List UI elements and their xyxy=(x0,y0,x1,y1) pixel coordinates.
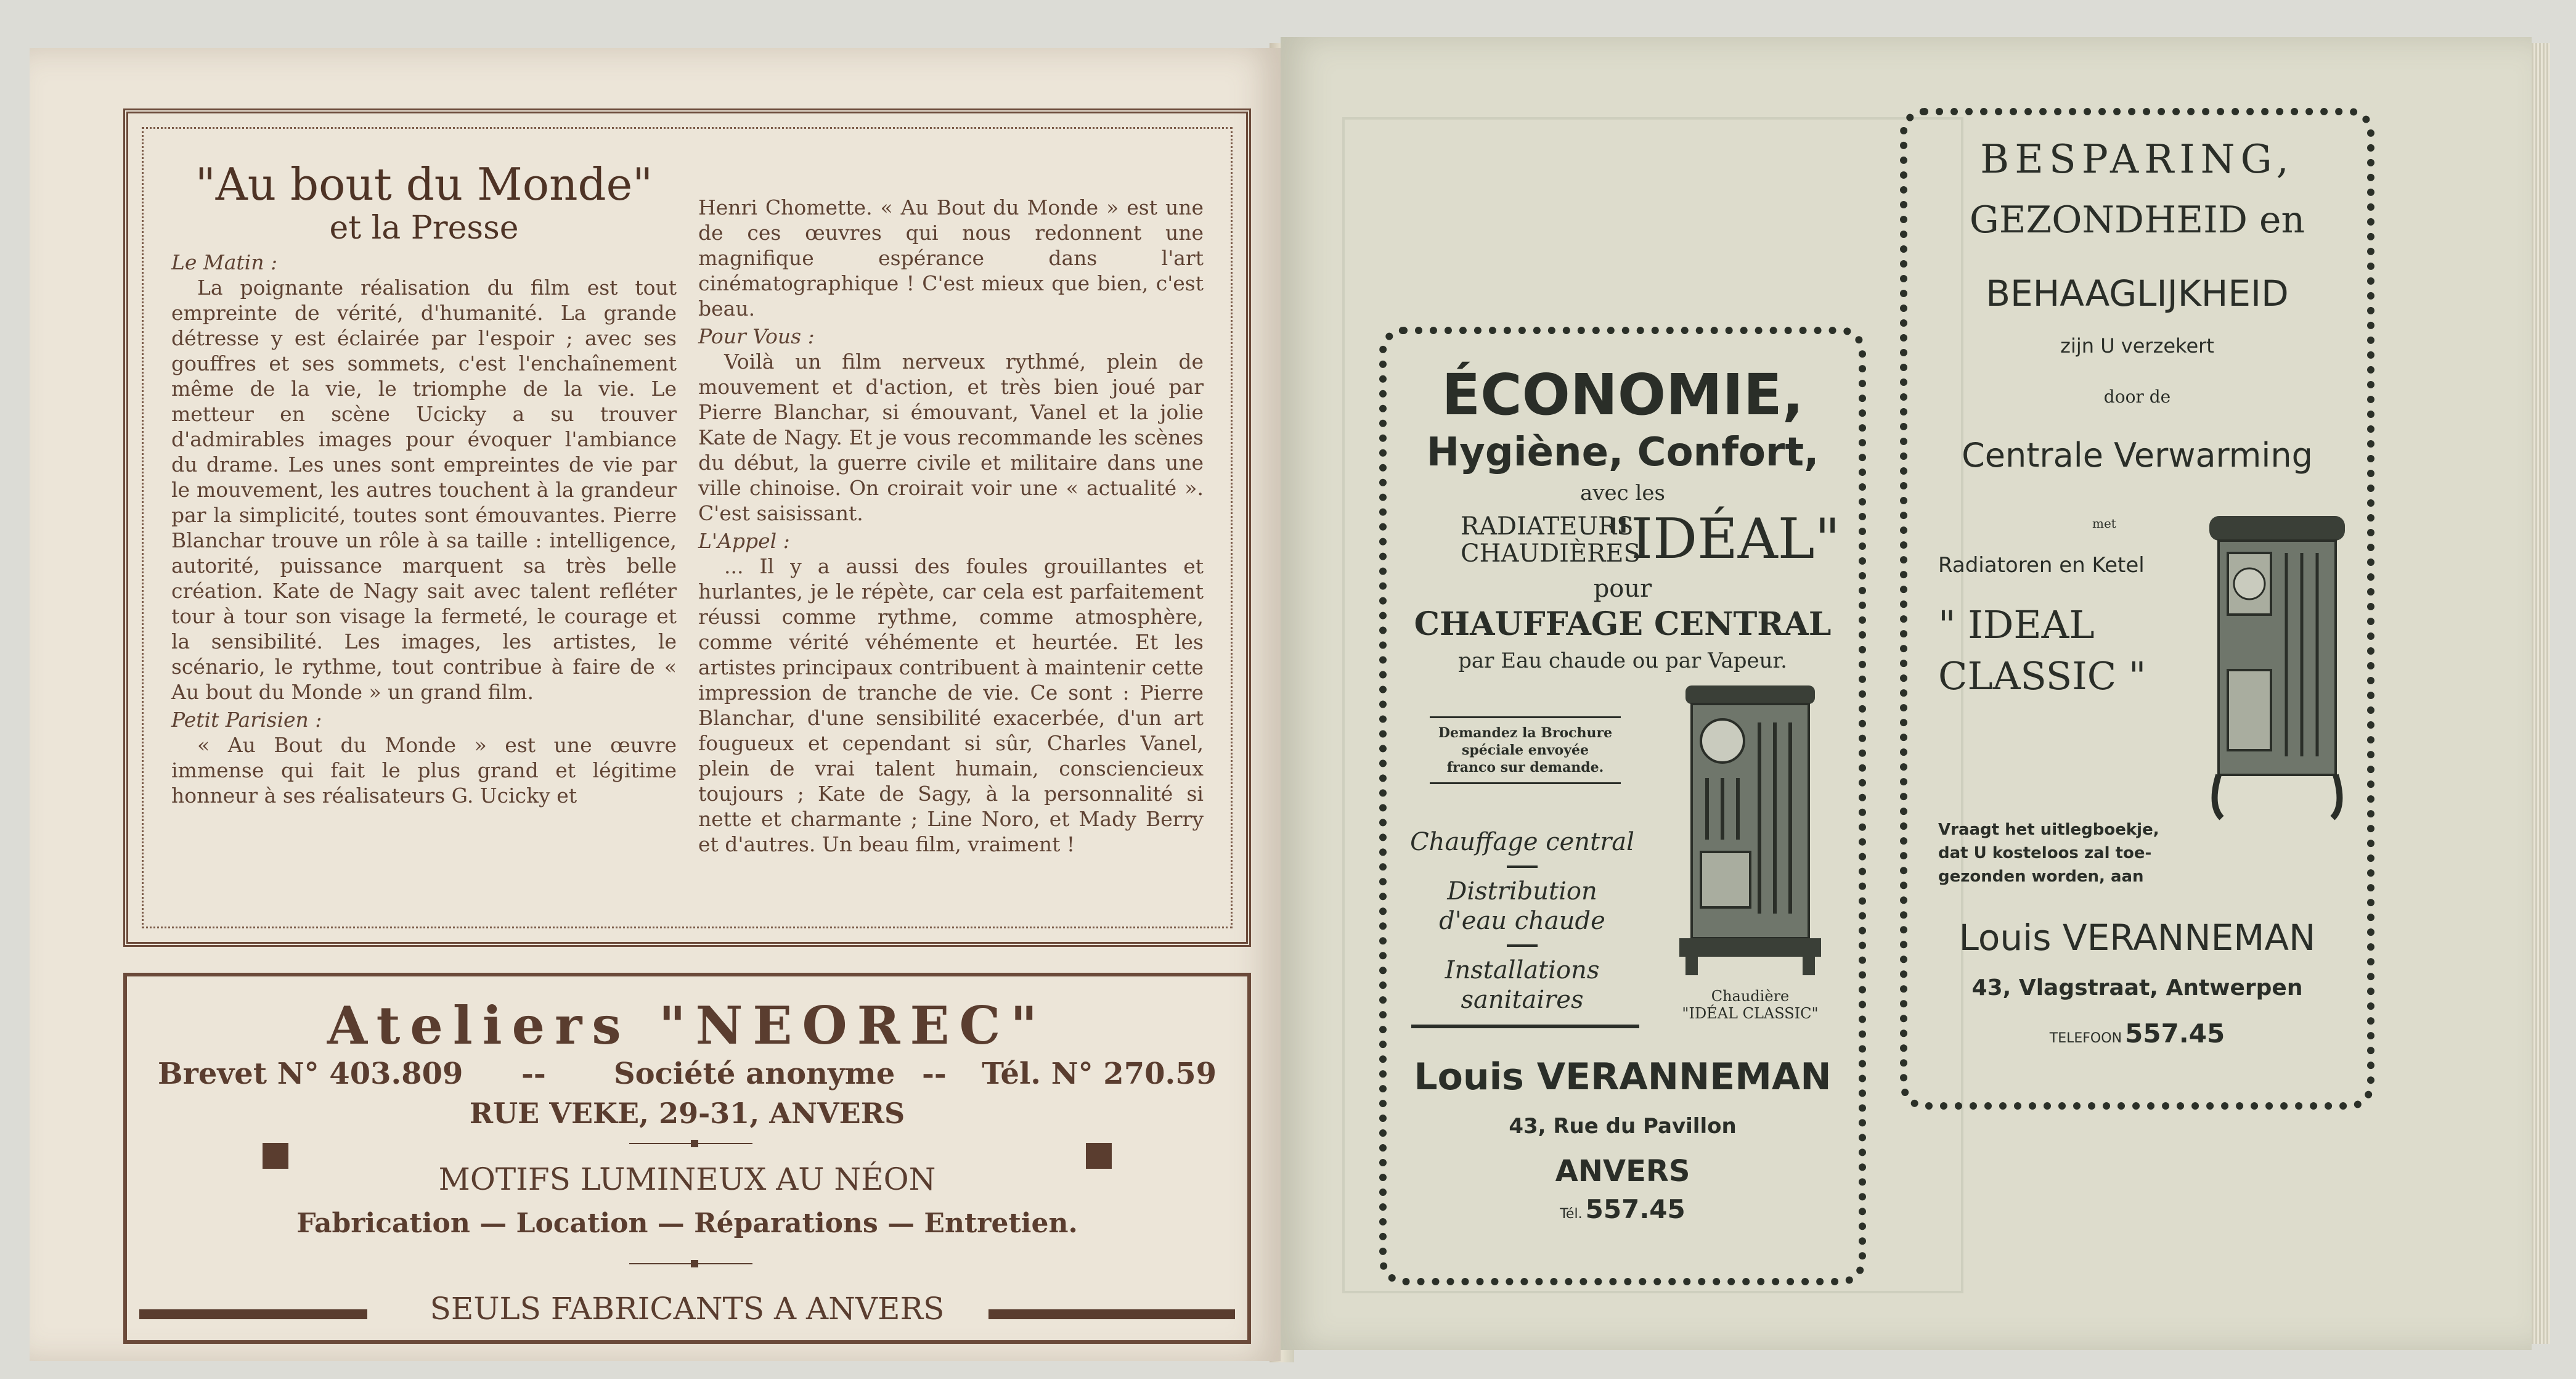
nl-verzekert: zijn U verzekert xyxy=(2060,334,2214,358)
nl-centrale-verwarming: Centrale Verwarming xyxy=(1962,436,2313,475)
nl-met: met xyxy=(2092,516,2116,531)
fr-brochure-box xyxy=(1430,716,1621,784)
fr-company: Louis VERANNEMAN xyxy=(1414,1055,1832,1099)
fr-item-installations: Installations xyxy=(1445,956,1600,984)
fr-item-sep-2 xyxy=(1507,944,1538,947)
nl-street: 43, Vlagstraat, Antwerpen xyxy=(1971,975,2303,1000)
press-left-column xyxy=(171,157,677,808)
nl-vraagt-1: Vraagt het uitlegboekje, xyxy=(1938,820,2159,839)
fr-street: 43, Rue du Pavillon xyxy=(1509,1114,1737,1139)
nl-tel-label: TELEFOON xyxy=(2049,1031,2122,1046)
fr-chauffage-central: CHAUFFAGE CENTRAL xyxy=(1414,605,1832,643)
fr-telephone-line xyxy=(1387,1194,1859,1224)
fr-item-sep-1 xyxy=(1507,865,1538,868)
neorec-rule-dot-top xyxy=(691,1140,698,1147)
nl-brand-group xyxy=(1938,602,2146,698)
fr-brochure-3: franco sur demande. xyxy=(1446,759,1604,775)
nl-tel-number: 557.45 xyxy=(2125,1018,2225,1049)
fr-radiateurs: RADIATEURS xyxy=(1461,512,1634,541)
ideal-ad-french xyxy=(1379,327,1866,1285)
neorec-sep-1: -- xyxy=(521,1057,546,1091)
fr-economie: ÉCONOMIE, xyxy=(1441,362,1804,428)
neorec-title: Ateliers "NEOREC" xyxy=(327,995,1048,1056)
nl-vraagt-3: gezonden worden, aan xyxy=(1938,867,2144,886)
neorec-motifs: MOTIFS LUMINEUX AU NÉON xyxy=(438,1161,936,1197)
fr-item-distribution: Distribution xyxy=(1447,877,1597,906)
neorec-brevet: Brevet N° 403.809 xyxy=(158,1057,463,1091)
press-paragraph: ... Il y a aussi des foules grouillantes et hurlantes, je le répète, car cela est parfaitement réussi comme rythme, comme atmosphère, comme vérité véhémente et heurtée. Et les artistes principaux contribuent à maintenir cette impression de tranche de vie. Ce sont : Pierre Blanchar, d'une sensibilité exacerbée, d'un art fougueux et cependant si sûr, Charles Vanel, plein de vrai talent humain, consciencieux toujours ; Kate de Sagy, à la personnalité si nette et charmante ; Line Noro, et Mady Berry et d'autres. Un beau film, vraiment ! xyxy=(698,554,1204,856)
fr-brochure-1: Demandez la Brochure xyxy=(1438,725,1613,741)
nl-behaaglijkheid: BEHAAGLIJKHEID xyxy=(1986,272,2289,314)
fr-tel-label: Tél. xyxy=(1560,1206,1583,1222)
press-source: L'Appel : xyxy=(698,529,790,553)
fr-chaudieres: CHAUDIÈRES xyxy=(1461,539,1641,568)
fr-item-eau-chaude: d'eau chaude xyxy=(1439,907,1605,935)
nl-vraagt-block xyxy=(1938,818,2159,888)
press-title: "Au bout du Monde" xyxy=(195,158,653,210)
nl-vraagt-2: dat U kosteloos zal toe- xyxy=(1938,844,2152,862)
nl-radiatoren: Radiatoren en Ketel xyxy=(1938,553,2145,578)
fr-boiler-caption xyxy=(1658,988,1843,1022)
fr-caption-chaudiere: Chaudière xyxy=(1711,988,1790,1005)
right-page xyxy=(1281,37,2532,1350)
fr-item-chauffage: Chauffage central xyxy=(1410,828,1634,856)
page-edges xyxy=(2532,43,2550,1344)
neorec-address: RUE VEKE, 29-31, ANVERS xyxy=(469,1097,905,1130)
press-subtitle: et la Presse xyxy=(329,210,519,247)
nl-door-de: door de xyxy=(2103,387,2171,407)
press-paragraph: La poignante réalisation du film est tout empreinte de vérité, d'humanité. La grande détresse y est éclairée par l'espoir ; avec ses gouffres et ses sommets, c'est l'enchaînement même de la vie, le triomphe de la vie. Le metteur en scène Ucicky a su trouver d'admirables images pour évoquer l'ambiance du drame. Les unes sont empreintes de vie par le mouvement, les autres touchent à la grandeur par la simplicité, toutes sont émouvantes. Pierre Blanchar trouve un rôle à sa taille : intelligence, autorité, puissance marquent sa très belle création. Kate de Nagy sait avec talent refléter tour à tour son visage la fermeté, le courage et la sensibilité. Les images, les artistes, le scénario, le rythme, tout contribue à faire de « Au bout du Monde » un grand film. xyxy=(171,276,677,704)
press-source: Petit Parisien : xyxy=(171,708,322,732)
neorec-footer: SEULS FABRICANTS A ANVERS xyxy=(430,1291,945,1327)
stove-illustration xyxy=(2197,510,2357,824)
nl-company: Louis VERANNEMAN xyxy=(1958,917,2316,959)
fr-services-list xyxy=(1405,827,1639,1015)
fr-tel-number: 557.45 xyxy=(1585,1194,1685,1224)
fr-pour: pour xyxy=(1593,575,1652,603)
press-paragraph: « Au Bout du Monde » est une œuvre immense qui fait le plus grand et légitime honneur à ses réalisateurs G. Ucicky et xyxy=(171,733,677,808)
fr-radiateurs-group xyxy=(1461,512,1641,568)
press-source: Le Matin : xyxy=(171,250,278,274)
nl-brand-ideal: " IDEAL xyxy=(1938,602,2095,647)
neorec-services: Fabrication — Location — Réparations — Entretien. xyxy=(296,1208,1078,1239)
fr-caption-ideal-classic: "IDÉAL CLASSIC" xyxy=(1682,1005,1819,1022)
nl-gezondheid: GEZONDHEID en xyxy=(1969,198,2305,242)
fr-avec-les: avec les xyxy=(1580,481,1665,505)
press-review-frame xyxy=(123,108,1251,947)
neorec-telephone: Tél. N° 270.59 xyxy=(982,1057,1217,1091)
neorec-societe: Société anonyme xyxy=(614,1057,895,1091)
fr-item-sanitaires: sanitaires xyxy=(1461,986,1584,1014)
fr-divider xyxy=(1411,1025,1639,1028)
ideal-ad-dutch xyxy=(1900,108,2374,1110)
press-right-column xyxy=(698,195,1204,857)
fr-hygiene: Hygiène, Confort, xyxy=(1426,430,1819,475)
boiler-illustration xyxy=(1673,679,1827,988)
fr-brand-ideal: "IDÉAL" xyxy=(1605,507,1840,571)
nl-brand-classic: CLASSIC " xyxy=(1938,653,2146,698)
press-source: Pour Vous : xyxy=(698,324,815,348)
fr-city: ANVERS xyxy=(1555,1154,1690,1189)
nl-telephone-line xyxy=(1907,1018,2367,1049)
fr-brochure-2: spéciale envoyée xyxy=(1461,742,1589,758)
nl-besparing: BESPARING, xyxy=(1980,137,2294,182)
neorec-rule-dot-bottom xyxy=(691,1260,698,1267)
fr-par-eau: par Eau chaude ou par Vapeur. xyxy=(1458,649,1787,673)
neorec-sep-2: -- xyxy=(922,1057,947,1091)
neorec-advertisement xyxy=(123,973,1251,1344)
press-paragraph: Voilà un film nerveux rythmé, plein de mouvement et d'action, et très bien joué par Pierre Blanchar, si émouvant, Vanel et la jolie Kate de Nagy. Et je vous recommande les scènes du début, la guerre civile et militaire dans une ville chinoise. On croirait voir une « actualité ». C'est saisissant. xyxy=(698,350,1204,525)
press-paragraph: Henri Chomette. « Au Bout du Monde » est une de ces œuvres qui nous redonnent une magnifique espérance dans l'art cinématographique ! C'est mieux que bien, c'est beau. xyxy=(698,195,1204,321)
left-page xyxy=(30,48,1281,1361)
